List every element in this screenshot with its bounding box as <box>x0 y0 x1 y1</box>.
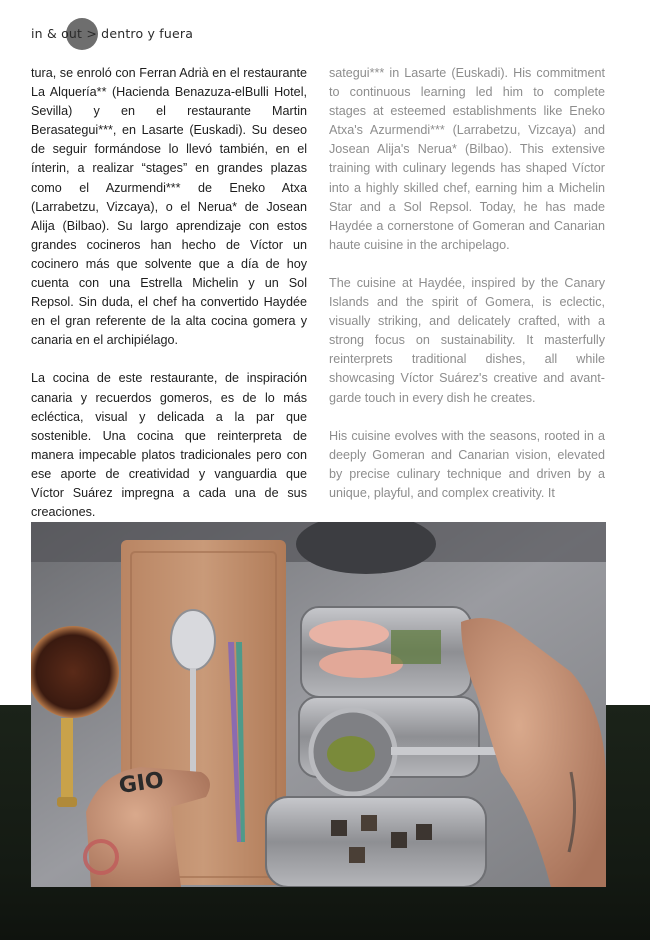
english-text-column <box>329 64 605 522</box>
section-header <box>0 18 300 50</box>
photo-illustration <box>31 522 606 887</box>
english-paragraph-1: sategui*** in Lasarte (Euskadi). His commitment to continuous learning led him to complete stages at esteemed establishments like Eneko Atxa's Azurmendi*** (Larrabetzu, Vizcaya) and Josean Alija's Nerua* (Bilbao). This extensive training with culinary legends has shaped Víctor into a highly skilled chef, earning him a Michelin Star and a Sol Repsol. Today, he has made Haydée a cornerstone of Gomeran and Canarian haute cuisine in the archipelago. <box>329 66 605 252</box>
spanish-paragraph-2: La cocina de este restaurante, de inspiración canaria y recuerdos gomeros, es de lo más ecléctica, visual y delicada a la par que sostenible. Una cocina que reinterpreta de manera impecable platos tradicionales pero con ese aporte de creatividad y vanguardia que Víctor Suárez impregna a cada una de sus creaciones. <box>31 371 307 520</box>
section-title: in & out > dentro y fuera <box>31 26 194 41</box>
spanish-text-column <box>31 64 307 541</box>
chef-plating-photo <box>31 522 606 887</box>
english-paragraph-2: The cuisine at Haydée, inspired by the Canary Islands and the spirit of Gomera, is eclectic, visually striking, and delicately crafted, with a strong focus on sustainability. It masterfully reinterprets traditional dishes, all while showcasing Víctor Suárez's creative and avant-garde touch in every dish he creates. <box>329 275 605 405</box>
spanish-paragraph-1: tura, se enroló con Ferran Adrià en el restaurante La Alquería** (Hacienda Benazuza-elBulli Hotel, Sevilla) y en el restaurante Martin Berasategui***, en Lasarte (Euskadi). Su deseo de seguir formándose lo llevó también, en el ínterin, a realizar “stages” en grandes plazas como el Azurmendi*** de Eneko Atxa (Larrabetzu, Vizcaya), o el Nerua* de Josean Alija (Bilbao). Su largo aprendizaje con estos grandes cocineros han hecho de Víctor un cocinero más que solvente que a día de hoy cuenta con una Estrella Michelin y un Sol Repsol. Sin duda, el chef ha convertido Haydée en el gran referente de la alta cocina gomera y canaria en el archipiélago. <box>31 66 307 348</box>
english-paragraph-3: His cuisine evolves with the seasons, rooted in a deeply Gomeran and Canarian vision, elevated by precise culinary technique and driven by a unique, playful, and complex creativity. It <box>329 428 605 500</box>
finger-tattoo: GIO <box>117 767 166 799</box>
